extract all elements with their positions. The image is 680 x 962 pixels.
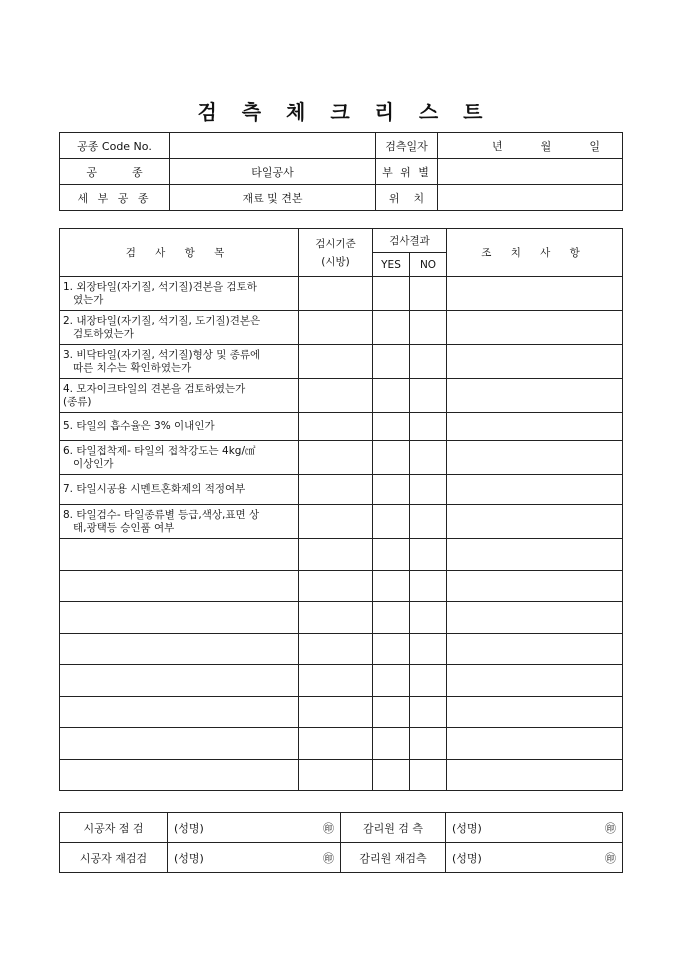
action-header: 조 치 사 항 xyxy=(447,229,623,277)
yes-cell[interactable] xyxy=(373,633,410,665)
check-item xyxy=(60,311,299,345)
page-title: 검 측 체 크 리 스 트 xyxy=(197,100,483,124)
table-row xyxy=(60,345,623,379)
check-item-line1: 3. 비닥타일(자기질, 석기질)형상 및 종류에 xyxy=(63,348,261,361)
no-cell[interactable] xyxy=(410,570,447,602)
no-cell[interactable] xyxy=(410,728,447,760)
yes-header: YES xyxy=(373,253,410,277)
check-item[interactable] xyxy=(60,633,299,665)
check-item xyxy=(60,345,299,379)
table-row xyxy=(60,539,623,571)
check-item xyxy=(60,277,299,311)
yes-cell[interactable] xyxy=(373,665,410,697)
check-item-line1: 8. 타일검수- 타일종류별 등급,색상,표면 상 xyxy=(63,508,260,521)
yes-cell[interactable] xyxy=(373,602,410,634)
position-label: 위 치 xyxy=(376,185,438,211)
check-item[interactable] xyxy=(60,759,299,791)
no-cell[interactable] xyxy=(410,665,447,697)
year-label: 년 xyxy=(492,139,503,153)
contractor-recheck-label: 시공자 재검검 xyxy=(60,843,168,873)
yes-cell[interactable] xyxy=(373,696,410,728)
standard-cell[interactable] xyxy=(299,379,373,413)
standard-cell[interactable] xyxy=(299,441,373,475)
check-item-line2: 검토하였는가 xyxy=(73,327,134,340)
action-cell[interactable] xyxy=(447,311,623,345)
check-item[interactable] xyxy=(60,696,299,728)
action-cell[interactable] xyxy=(447,633,623,665)
check-item-line2: 따른 치수는 확인하였는가 xyxy=(73,361,192,374)
work-type-value: 타일공사 xyxy=(170,159,376,185)
standard-cell[interactable] xyxy=(299,277,373,311)
standard-cell[interactable] xyxy=(299,345,373,379)
name-label: (성명) xyxy=(452,851,482,865)
sub-work-type-value: 재료 및 견본 xyxy=(170,185,376,211)
check-item-line1: 6. 타일접착제- 타일의 접착강도는 4kg/㎠ xyxy=(63,444,256,457)
action-cell[interactable] xyxy=(447,277,623,311)
no-cell[interactable] xyxy=(410,602,447,634)
table-row xyxy=(60,475,623,505)
action-cell[interactable] xyxy=(447,475,623,505)
standard-cell[interactable] xyxy=(299,602,373,634)
supervisor-inspect-label: 감리원 검 측 xyxy=(341,813,446,843)
supervisor-inspect-sign[interactable] xyxy=(446,813,623,843)
seal-icon: ㊞ xyxy=(323,821,334,835)
check-item-line1: 5. 타일의 흡수율은 3% 이내인가 xyxy=(63,420,215,432)
supervisor-reinspect-label: 감리원 재검측 xyxy=(341,843,446,873)
no-cell[interactable] xyxy=(410,539,447,571)
standard-cell[interactable] xyxy=(299,505,373,539)
action-cell[interactable] xyxy=(447,441,623,475)
action-cell[interactable] xyxy=(447,570,623,602)
contractor-recheck-sign[interactable] xyxy=(168,843,341,873)
action-cell[interactable] xyxy=(447,696,623,728)
check-item[interactable] xyxy=(60,539,299,571)
no-cell[interactable] xyxy=(410,345,447,379)
table-row xyxy=(60,665,623,697)
location-type-value[interactable] xyxy=(438,159,623,185)
name-label: (성명) xyxy=(452,821,482,835)
check-item-line1: 7. 타일시공용 시멘트혼화제의 적정여부 xyxy=(63,483,246,495)
standard-cell[interactable] xyxy=(299,759,373,791)
table-row xyxy=(60,441,623,475)
work-type-label: 공 종 xyxy=(60,159,170,185)
day-label: 일 xyxy=(589,139,600,153)
yes-cell[interactable] xyxy=(373,475,410,505)
no-cell[interactable] xyxy=(410,311,447,345)
standard-header-line1: 검시기준 xyxy=(315,237,356,250)
yes-cell[interactable] xyxy=(373,379,410,413)
check-item-line1: 2. 내장타일(자기질, 석기질, 도기질)견본은 xyxy=(63,314,261,327)
no-cell[interactable] xyxy=(410,379,447,413)
check-item-line2: 였는가 xyxy=(73,293,104,306)
check-item-line2: 이상인가 xyxy=(73,457,114,470)
standard-cell[interactable] xyxy=(299,413,373,441)
standard-cell[interactable] xyxy=(299,696,373,728)
sub-work-type-label: 세 부 공 종 xyxy=(60,185,170,211)
inspection-date-value[interactable] xyxy=(438,133,623,159)
yes-cell[interactable] xyxy=(373,441,410,475)
table-row xyxy=(60,413,623,441)
check-item-line2: (종류) xyxy=(63,395,92,408)
no-cell[interactable] xyxy=(410,759,447,791)
yes-cell[interactable] xyxy=(373,311,410,345)
yes-cell[interactable] xyxy=(373,345,410,379)
yes-cell[interactable] xyxy=(373,759,410,791)
seal-icon: ㊞ xyxy=(605,821,616,835)
contractor-check-sign[interactable] xyxy=(168,813,341,843)
table-row xyxy=(60,505,623,539)
table-row xyxy=(60,728,623,760)
yes-cell[interactable] xyxy=(373,277,410,311)
name-label: (성명) xyxy=(174,851,204,865)
no-cell[interactable] xyxy=(410,413,447,441)
seal-icon: ㊞ xyxy=(605,851,616,865)
table-row xyxy=(60,696,623,728)
check-item xyxy=(60,379,299,413)
no-cell[interactable] xyxy=(410,505,447,539)
yes-cell[interactable] xyxy=(373,539,410,571)
position-value[interactable] xyxy=(438,185,623,211)
check-item xyxy=(60,413,299,441)
no-cell[interactable] xyxy=(410,633,447,665)
action-cell[interactable] xyxy=(447,728,623,760)
checklist-table xyxy=(59,228,623,791)
yes-cell[interactable] xyxy=(373,413,410,441)
check-item[interactable] xyxy=(60,665,299,697)
check-item[interactable] xyxy=(60,602,299,634)
check-item-line2: 태,광택등 승인품 여부 xyxy=(73,521,175,534)
item-header: 검 사 항 목 xyxy=(60,229,299,277)
no-cell[interactable] xyxy=(410,277,447,311)
no-cell[interactable] xyxy=(410,441,447,475)
yes-cell[interactable] xyxy=(373,505,410,539)
code-label: 공종 Code No. xyxy=(60,133,170,159)
action-cell[interactable] xyxy=(447,345,623,379)
supervisor-reinspect-sign[interactable] xyxy=(446,843,623,873)
name-label: (성명) xyxy=(174,821,204,835)
standard-header-line2: (시방) xyxy=(321,255,350,268)
standard-cell[interactable] xyxy=(299,539,373,571)
table-row xyxy=(60,379,623,413)
result-header: 검사결과 xyxy=(373,229,447,253)
standard-cell[interactable] xyxy=(299,728,373,760)
code-value[interactable] xyxy=(170,133,376,159)
action-cell[interactable] xyxy=(447,413,623,441)
contractor-check-label: 시공자 점 검 xyxy=(60,813,168,843)
standard-cell[interactable] xyxy=(299,570,373,602)
info-table xyxy=(59,132,623,211)
standard-header xyxy=(299,229,373,277)
standard-cell[interactable] xyxy=(299,475,373,505)
action-cell[interactable] xyxy=(447,665,623,697)
check-item xyxy=(60,475,299,505)
check-item[interactable] xyxy=(60,728,299,760)
inspection-date-label: 검측일자 xyxy=(376,133,438,159)
action-cell[interactable] xyxy=(447,759,623,791)
standard-cell[interactable] xyxy=(299,665,373,697)
no-cell[interactable] xyxy=(410,696,447,728)
action-cell[interactable] xyxy=(447,379,623,413)
table-row xyxy=(60,311,623,345)
action-cell[interactable] xyxy=(447,602,623,634)
check-item-line1: 1. 외장타일(자기질, 석기질)견본을 검토하 xyxy=(63,280,257,293)
no-cell[interactable] xyxy=(410,475,447,505)
month-label: 월 xyxy=(540,139,552,153)
signature-table xyxy=(59,812,623,873)
yes-cell[interactable] xyxy=(373,570,410,602)
table-row xyxy=(60,759,623,791)
action-cell[interactable] xyxy=(447,505,623,539)
standard-cell[interactable] xyxy=(299,633,373,665)
check-item-line1: 4. 모자이크타일의 견본을 검토하였는가 xyxy=(63,382,246,395)
table-row xyxy=(60,570,623,602)
location-type-label: 부 위 별 xyxy=(376,159,438,185)
table-row xyxy=(60,602,623,634)
check-item[interactable] xyxy=(60,570,299,602)
action-cell[interactable] xyxy=(447,539,623,571)
table-row xyxy=(60,633,623,665)
no-header: NO xyxy=(410,253,447,277)
standard-cell[interactable] xyxy=(299,311,373,345)
table-row xyxy=(60,277,623,311)
check-item xyxy=(60,441,299,475)
seal-icon: ㊞ xyxy=(323,851,334,865)
yes-cell[interactable] xyxy=(373,728,410,760)
check-item xyxy=(60,505,299,539)
